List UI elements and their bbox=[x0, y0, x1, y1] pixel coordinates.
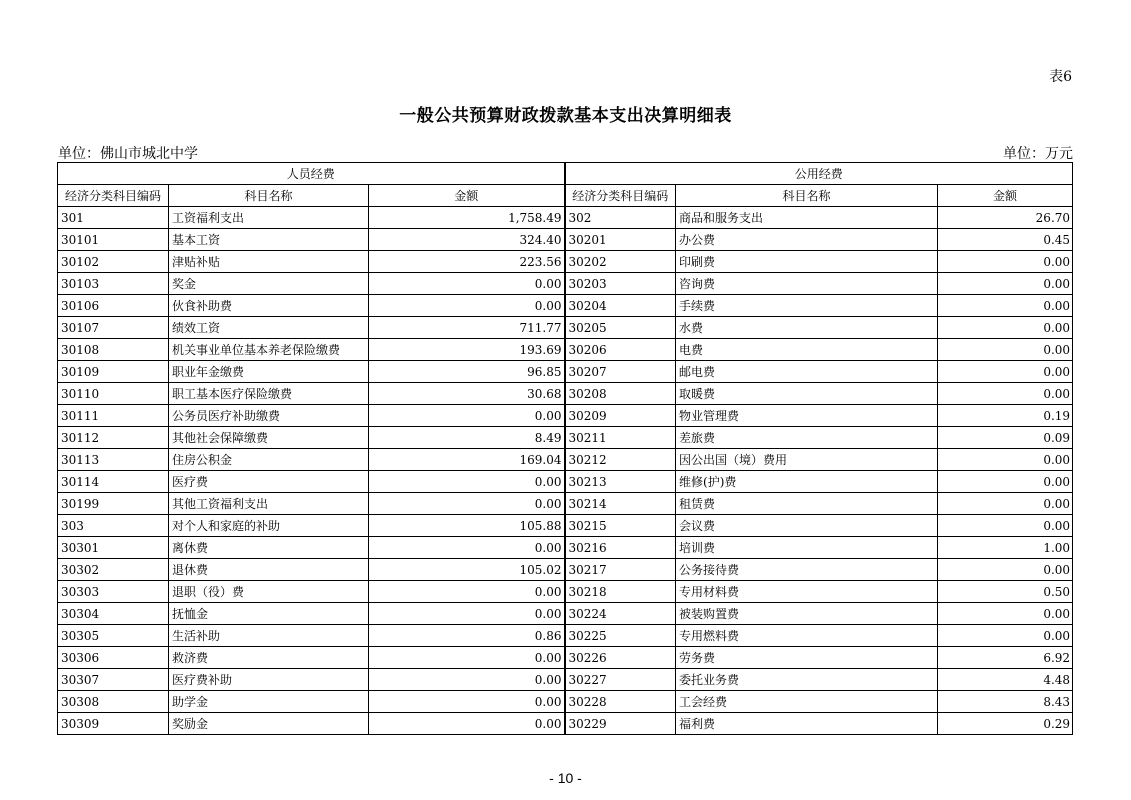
public-item-name: 被装购置费 bbox=[676, 603, 938, 625]
public-amount: 0.00 bbox=[938, 515, 1073, 537]
header-name-right: 科目名称 bbox=[676, 185, 938, 207]
header-code-left: 经济分类科目编码 bbox=[58, 185, 169, 207]
personnel-code: 30113 bbox=[58, 449, 169, 471]
personnel-amount: 8.49 bbox=[369, 427, 565, 449]
public-code: 30227 bbox=[565, 669, 676, 691]
personnel-item-name: 医疗费补助 bbox=[169, 669, 369, 691]
public-item-name: 公务接待费 bbox=[676, 559, 938, 581]
public-item-name: 手续费 bbox=[676, 295, 938, 317]
table-number: 表6 bbox=[1049, 69, 1072, 85]
personnel-code: 30102 bbox=[58, 251, 169, 273]
public-item-name: 办公费 bbox=[676, 229, 938, 251]
public-item-name: 商品和服务支出 bbox=[676, 207, 938, 229]
table-row bbox=[58, 273, 1073, 295]
header-amount-right: 金额 bbox=[938, 185, 1073, 207]
table-row bbox=[58, 603, 1073, 625]
public-code: 30225 bbox=[565, 625, 676, 647]
table-row bbox=[58, 669, 1073, 691]
personnel-code: 30110 bbox=[58, 383, 169, 405]
public-amount: 8.43 bbox=[938, 691, 1073, 713]
header-name-left: 科目名称 bbox=[169, 185, 369, 207]
personnel-code: 30301 bbox=[58, 537, 169, 559]
public-item-name: 印刷费 bbox=[676, 251, 938, 273]
header-public: 公用经费 bbox=[565, 163, 1073, 185]
personnel-item-name: 津贴补贴 bbox=[169, 251, 369, 273]
table-row bbox=[58, 405, 1073, 427]
public-amount: 0.00 bbox=[938, 317, 1073, 339]
public-code: 30208 bbox=[565, 383, 676, 405]
personnel-item-name: 奖励金 bbox=[169, 713, 369, 735]
public-item-name: 工会经费 bbox=[676, 691, 938, 713]
public-amount: 1.00 bbox=[938, 537, 1073, 559]
personnel-item-name: 基本工资 bbox=[169, 229, 369, 251]
table-row bbox=[58, 317, 1073, 339]
public-amount: 0.50 bbox=[938, 581, 1073, 603]
public-item-name: 维修(护)费 bbox=[676, 471, 938, 493]
table-row bbox=[58, 207, 1073, 229]
public-item-name: 专用材料费 bbox=[676, 581, 938, 603]
public-amount: 0.19 bbox=[938, 405, 1073, 427]
table-row bbox=[58, 471, 1073, 493]
personnel-amount: 193.69 bbox=[369, 339, 565, 361]
table-row bbox=[58, 361, 1073, 383]
public-code: 30228 bbox=[565, 691, 676, 713]
public-item-name: 委托业务费 bbox=[676, 669, 938, 691]
personnel-code: 303 bbox=[58, 515, 169, 537]
public-code: 30224 bbox=[565, 603, 676, 625]
personnel-code: 30101 bbox=[58, 229, 169, 251]
table-row bbox=[58, 713, 1073, 735]
public-code: 30206 bbox=[565, 339, 676, 361]
table-row bbox=[58, 229, 1073, 251]
personnel-item-name: 绩效工资 bbox=[169, 317, 369, 339]
personnel-amount: 105.02 bbox=[369, 559, 565, 581]
personnel-amount: 30.68 bbox=[369, 383, 565, 405]
personnel-item-name: 生活补助 bbox=[169, 625, 369, 647]
personnel-amount: 0.00 bbox=[369, 295, 565, 317]
table-row bbox=[58, 515, 1073, 537]
personnel-item-name: 伙食补助费 bbox=[169, 295, 369, 317]
unit-currency: 单位：万元 bbox=[1003, 146, 1073, 162]
public-item-name: 因公出国（境）费用 bbox=[676, 449, 938, 471]
public-code: 30214 bbox=[565, 493, 676, 515]
personnel-amount: 96.85 bbox=[369, 361, 565, 383]
public-code: 30207 bbox=[565, 361, 676, 383]
public-amount: 0.00 bbox=[938, 295, 1073, 317]
table-row bbox=[58, 691, 1073, 713]
public-item-name: 劳务费 bbox=[676, 647, 938, 669]
personnel-item-name: 医疗费 bbox=[169, 471, 369, 493]
personnel-amount: 0.00 bbox=[369, 603, 565, 625]
personnel-code: 30108 bbox=[58, 339, 169, 361]
public-item-name: 会议费 bbox=[676, 515, 938, 537]
personnel-code: 30199 bbox=[58, 493, 169, 515]
public-code: 30212 bbox=[565, 449, 676, 471]
personnel-code: 30106 bbox=[58, 295, 169, 317]
personnel-item-name: 退职（役）费 bbox=[169, 581, 369, 603]
header-row-groups bbox=[58, 163, 1073, 185]
public-code: 30204 bbox=[565, 295, 676, 317]
personnel-amount: 0.00 bbox=[369, 493, 565, 515]
personnel-amount: 0.00 bbox=[369, 471, 565, 493]
public-code: 30205 bbox=[565, 317, 676, 339]
personnel-item-name: 机关事业单位基本养老保险缴费 bbox=[169, 339, 369, 361]
personnel-item-name: 职业年金缴费 bbox=[169, 361, 369, 383]
public-item-name: 邮电费 bbox=[676, 361, 938, 383]
personnel-amount: 0.00 bbox=[369, 537, 565, 559]
table-row bbox=[58, 493, 1073, 515]
public-amount: 0.00 bbox=[938, 383, 1073, 405]
public-code: 30226 bbox=[565, 647, 676, 669]
personnel-code: 30307 bbox=[58, 669, 169, 691]
table-row bbox=[58, 559, 1073, 581]
public-item-name: 租赁费 bbox=[676, 493, 938, 515]
public-amount: 0.00 bbox=[938, 559, 1073, 581]
public-amount: 0.00 bbox=[938, 449, 1073, 471]
public-item-name: 电费 bbox=[676, 339, 938, 361]
personnel-item-name: 对个人和家庭的补助 bbox=[169, 515, 369, 537]
table-row bbox=[58, 339, 1073, 361]
personnel-amount: 0.00 bbox=[369, 647, 565, 669]
personnel-item-name: 工资福利支出 bbox=[169, 207, 369, 229]
public-item-name: 水费 bbox=[676, 317, 938, 339]
public-code: 30203 bbox=[565, 273, 676, 295]
personnel-amount: 223.56 bbox=[369, 251, 565, 273]
personnel-code: 30107 bbox=[58, 317, 169, 339]
personnel-amount: 0.00 bbox=[369, 713, 565, 735]
table-row bbox=[58, 647, 1073, 669]
table-row bbox=[58, 449, 1073, 471]
header-row-columns bbox=[58, 185, 1073, 207]
public-amount: 0.00 bbox=[938, 361, 1073, 383]
personnel-code: 30114 bbox=[58, 471, 169, 493]
public-code: 30218 bbox=[565, 581, 676, 603]
table-row bbox=[58, 581, 1073, 603]
expenditure-detail-table bbox=[57, 162, 1073, 735]
document-title: 一般公共预算财政拨款基本支出决算明细表 bbox=[399, 106, 732, 126]
personnel-code: 30112 bbox=[58, 427, 169, 449]
personnel-item-name: 退休费 bbox=[169, 559, 369, 581]
public-amount: 0.00 bbox=[938, 603, 1073, 625]
public-code: 30217 bbox=[565, 559, 676, 581]
personnel-amount: 0.00 bbox=[369, 691, 565, 713]
public-code: 302 bbox=[565, 207, 676, 229]
personnel-item-name: 其他工资福利支出 bbox=[169, 493, 369, 515]
header-amount-left: 金额 bbox=[369, 185, 565, 207]
personnel-amount: 105.88 bbox=[369, 515, 565, 537]
personnel-code: 30303 bbox=[58, 581, 169, 603]
public-code: 30202 bbox=[565, 251, 676, 273]
public-code: 30213 bbox=[565, 471, 676, 493]
personnel-item-name: 助学金 bbox=[169, 691, 369, 713]
personnel-amount: 711.77 bbox=[369, 317, 565, 339]
table-row bbox=[58, 625, 1073, 647]
public-amount: 0.00 bbox=[938, 251, 1073, 273]
personnel-amount: 0.00 bbox=[369, 581, 565, 603]
public-code: 30215 bbox=[565, 515, 676, 537]
personnel-code: 30304 bbox=[58, 603, 169, 625]
public-code: 30211 bbox=[565, 427, 676, 449]
public-item-name: 物业管理费 bbox=[676, 405, 938, 427]
table-row bbox=[58, 295, 1073, 317]
public-item-name: 咨询费 bbox=[676, 273, 938, 295]
personnel-item-name: 抚恤金 bbox=[169, 603, 369, 625]
public-amount: 0.00 bbox=[938, 273, 1073, 295]
personnel-code: 30111 bbox=[58, 405, 169, 427]
personnel-code: 30109 bbox=[58, 361, 169, 383]
public-item-name: 差旅费 bbox=[676, 427, 938, 449]
personnel-code: 30103 bbox=[58, 273, 169, 295]
unit-organization: 单位：佛山市城北中学 bbox=[58, 146, 198, 162]
public-item-name: 专用燃料费 bbox=[676, 625, 938, 647]
personnel-amount: 1,758.49 bbox=[369, 207, 565, 229]
personnel-amount: 0.00 bbox=[369, 669, 565, 691]
public-code: 30201 bbox=[565, 229, 676, 251]
public-item-name: 取暖费 bbox=[676, 383, 938, 405]
table-row bbox=[58, 251, 1073, 273]
page-number: - 10 - bbox=[549, 770, 582, 786]
public-amount: 0.29 bbox=[938, 713, 1073, 735]
personnel-item-name: 奖金 bbox=[169, 273, 369, 295]
personnel-code: 30306 bbox=[58, 647, 169, 669]
header-personnel: 人员经费 bbox=[58, 163, 565, 185]
public-amount: 4.48 bbox=[938, 669, 1073, 691]
personnel-code: 30309 bbox=[58, 713, 169, 735]
personnel-code: 301 bbox=[58, 207, 169, 229]
public-amount: 0.00 bbox=[938, 339, 1073, 361]
personnel-item-name: 离休费 bbox=[169, 537, 369, 559]
personnel-code: 30302 bbox=[58, 559, 169, 581]
public-code: 30209 bbox=[565, 405, 676, 427]
public-amount: 0.00 bbox=[938, 625, 1073, 647]
public-amount: 0.45 bbox=[938, 229, 1073, 251]
public-amount: 6.92 bbox=[938, 647, 1073, 669]
public-amount: 0.09 bbox=[938, 427, 1073, 449]
personnel-amount: 324.40 bbox=[369, 229, 565, 251]
table-row bbox=[58, 537, 1073, 559]
public-code: 30216 bbox=[565, 537, 676, 559]
personnel-amount: 169.04 bbox=[369, 449, 565, 471]
personnel-amount: 0.86 bbox=[369, 625, 565, 647]
personnel-amount: 0.00 bbox=[369, 273, 565, 295]
personnel-code: 30308 bbox=[58, 691, 169, 713]
public-amount: 26.70 bbox=[938, 207, 1073, 229]
personnel-amount: 0.00 bbox=[369, 405, 565, 427]
public-amount: 0.00 bbox=[938, 471, 1073, 493]
personnel-item-name: 公务员医疗补助缴费 bbox=[169, 405, 369, 427]
personnel-item-name: 职工基本医疗保险缴费 bbox=[169, 383, 369, 405]
public-item-name: 培训费 bbox=[676, 537, 938, 559]
table-row bbox=[58, 383, 1073, 405]
public-item-name: 福利费 bbox=[676, 713, 938, 735]
public-amount: 0.00 bbox=[938, 493, 1073, 515]
personnel-item-name: 住房公积金 bbox=[169, 449, 369, 471]
personnel-item-name: 救济费 bbox=[169, 647, 369, 669]
public-code: 30229 bbox=[565, 713, 676, 735]
personnel-item-name: 其他社会保障缴费 bbox=[169, 427, 369, 449]
header-code-right: 经济分类科目编码 bbox=[565, 185, 676, 207]
personnel-code: 30305 bbox=[58, 625, 169, 647]
table-row bbox=[58, 427, 1073, 449]
